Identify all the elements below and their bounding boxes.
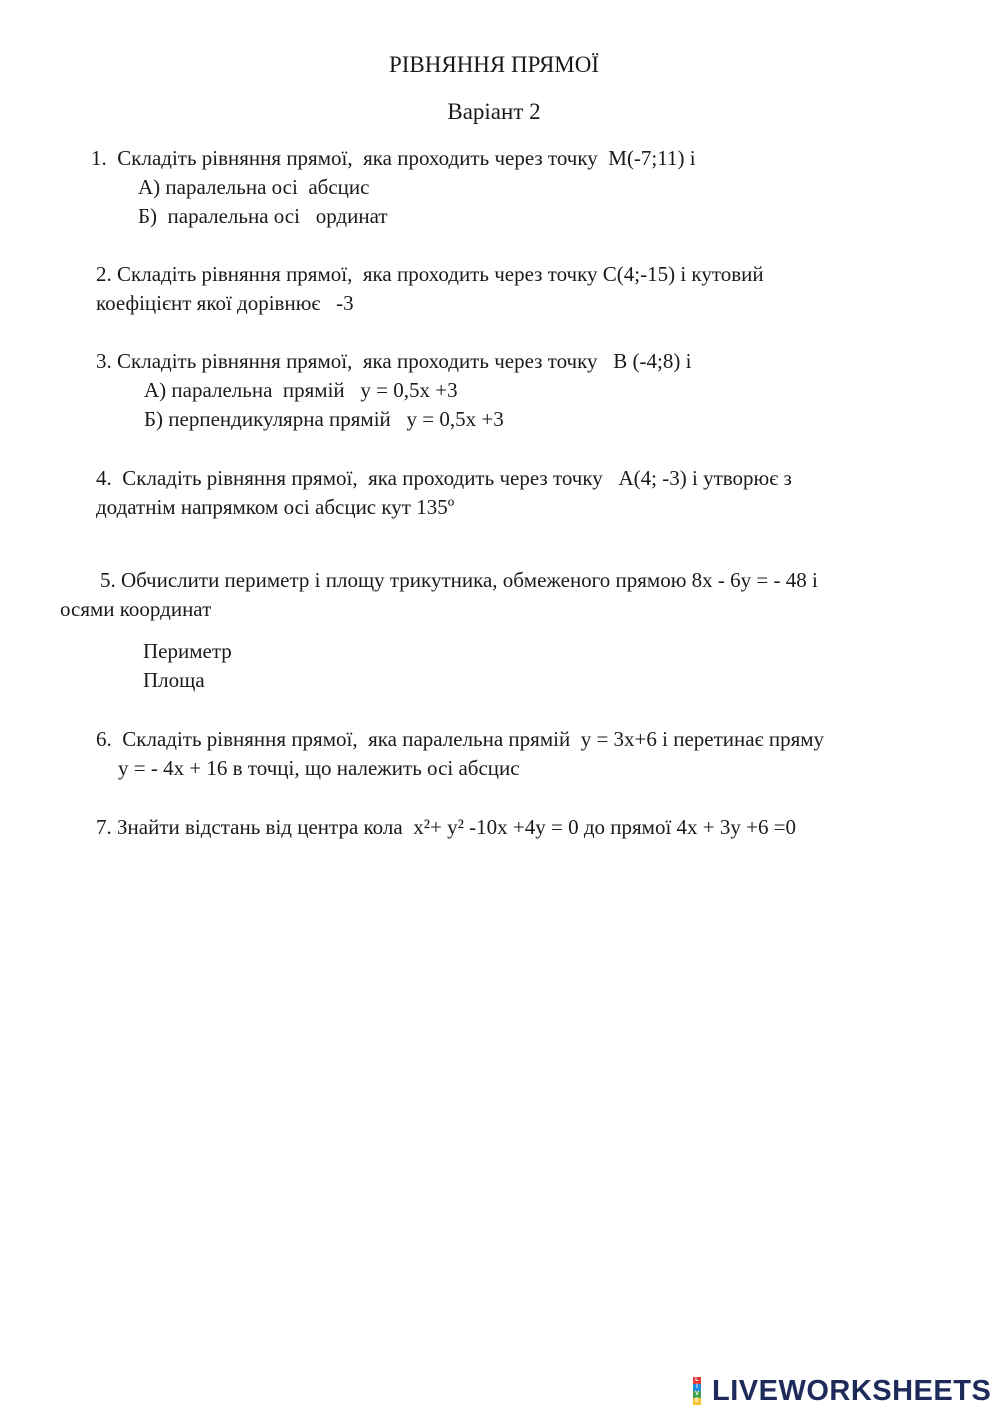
liveworksheets-logo[interactable] [693,1375,991,1407]
task-5-area-label: Площа [143,668,205,692]
task-2-line-1: 2. Складіть рівняння прямої, яка проходить через точку С(4;-15) і кутовий [96,262,764,286]
logo-mark-letter-l: L [693,1377,701,1384]
task-5-perimeter-label: Периметр [143,639,232,663]
task-4-line-1: 4. Складіть рівняння прямої, яка проходить через точку А(4; -3) і утворює з [96,466,792,490]
task-7-text: 7. Знайти відстань від центра кола х²+ у² -10х +4у = 0 до прямої 4х + 3у +6 =0 [96,815,797,839]
logo-text: LIVEWORKSHEETS [712,1374,992,1407]
live-logo-mark-icon [693,1377,709,1405]
logo-mark-letter-e: E [694,1398,699,1404]
page-title: РІВНЯННЯ ПРЯМОЇ [388,52,600,77]
logo-mark-letter-v: V [694,1391,699,1397]
task-5-line-1: 5. Обчислити периметр і площу трикутника, обмеженого прямою 8х - 6у = - 48 і [100,568,818,592]
task-1-option-a: А) паралельна осі абсцис [138,175,370,199]
task-6-line-1: 6. Складіть рівняння прямої, яка паралельна прямій у = 3х+6 і перетинає пряму [96,727,825,751]
variant-heading: Варіант 2 [447,99,541,124]
task-3-option-a: А) паралельна прямій у = 0,5х +3 [144,378,458,402]
logo-mark-letter-i: I [693,1384,701,1391]
task-2-line-2: коефіцієнт якої дорівнює -3 [96,291,354,315]
task-1-text: 1. Складіть рівняння прямої, яка проходить через точку М(-7;11) і [91,146,696,170]
task-4-line-2: додатнім напрямком осі абсцис кут 135º [96,495,455,519]
task-5-line-2: осями координат [60,597,212,621]
task-1-option-b: Б) паралельна осі ординат [138,204,388,228]
task-3-option-b: Б) перпендикулярна прямій у = 0,5х +3 [144,407,504,431]
task-6-line-2: у = - 4х + 16 в точці, що належить осі абсцис [118,756,520,780]
task-3-text: 3. Складіть рівняння прямої, яка проходить через точку В (-4;8) і [96,349,692,373]
